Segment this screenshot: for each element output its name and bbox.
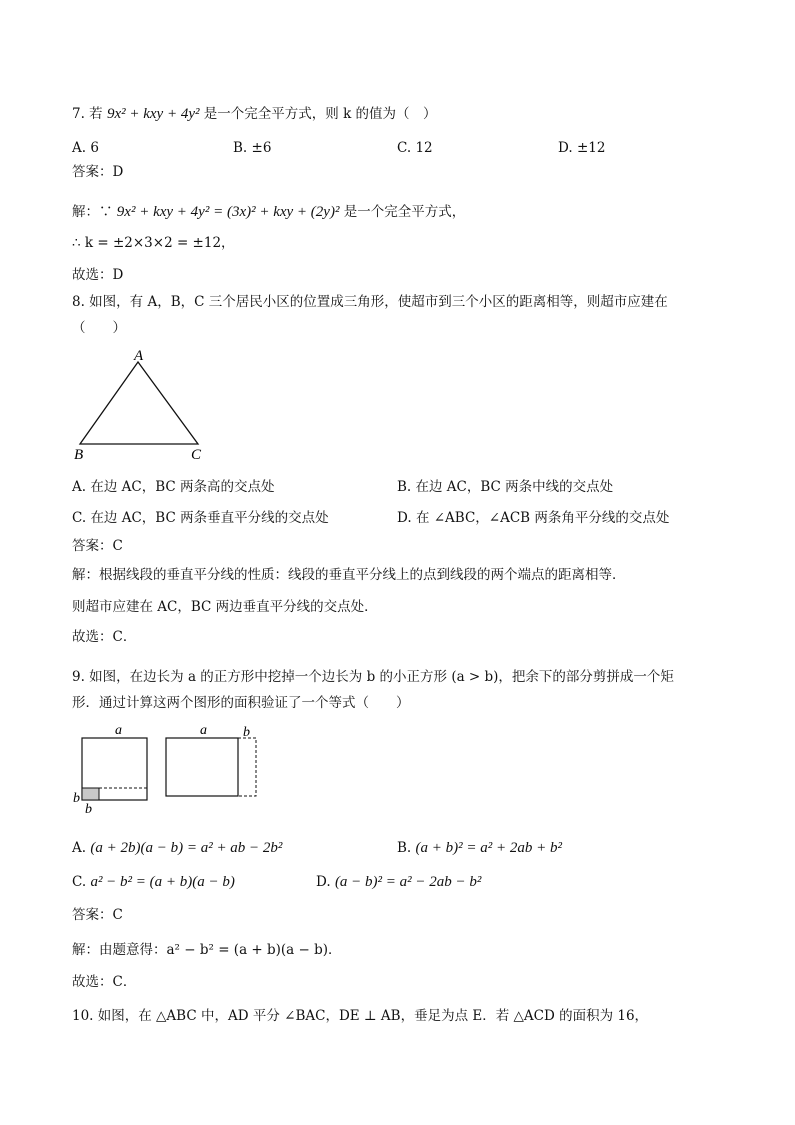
q9-answer: 答案：C [72,907,123,923]
q7-stem-suffix: 是一个完全平方式，则 k 的值为（ ） [199,106,437,122]
vertex-label-c: C [191,447,202,463]
q9-option-a: A. (a + 2b)(a − b) = a² + ab − 2b² [72,840,283,856]
q7-answer: 答案：D [72,164,124,180]
q7-solution-line1: 解：∵ 9x² + kxy + 4y² = (3x)² + kxy + (2y)² 是一个完全平方式， [72,204,466,220]
q10-stem-line1: 10. 如图，在 △ABC 中，AD 平分 ∠BAC，DE ⊥ AB，垂足为点 E．若 △ACD 的面积为 16， [72,1008,649,1024]
q9-stem-line2: 形．通过计算这两个图形的面积验证了一个等式（ ） [72,695,410,711]
label-b-bottom: b [85,802,92,816]
dashed-strip [238,738,256,796]
q8-stem-line1: 8. 如图，有 A，B，C 三个居民小区的位置成三角形，使超市到三个小区的距离相等，则超市应建在 [72,294,668,310]
q8-option-c: C. 在边 AC，BC 两条垂直平分线的交点处 [72,510,329,526]
rectangle [166,738,238,796]
q7-stem [72,104,437,124]
q7-expression: 9x² + kxy + 4y² [106,106,200,122]
q7-conclusion: 故选：D [72,267,124,283]
label-b-right: b [243,725,250,740]
q9-option-c: C. a² − b² = (a + b)(a − b) [72,874,235,890]
vertex-label-b: B [74,447,84,463]
triangle-abc [80,362,198,444]
q8-solution-line1: 解：根据线段的垂直平分线的性质：线段的垂直平分线上的点到线段的两个端点的距离相等． [72,567,626,583]
q9-conclusion: 故选：C． [72,974,137,990]
q8-conclusion: 故选：C． [72,629,137,645]
q8-solution-line2: 则超市应建在 AC，BC 两边垂直平分线的交点处． [72,599,378,615]
q8-option-a: A. 在边 AC，BC 两条高的交点处 [72,479,275,495]
q8-option-d: D. 在 ∠ABC，∠ACB 两条角平分线的交点处 [397,510,670,526]
q7-stem-prefix: 7. 若 [72,106,107,122]
label-b-side: b [73,791,80,806]
q8-stem-line2: （ ） [72,320,126,336]
q7-option-d: D. ±12 [558,140,606,156]
q7-option-b: B. ±6 [233,140,272,156]
q9-option-b: B. (a + b)² = a² + 2ab + b² [397,840,562,856]
q8-answer: 答案：C [72,538,123,554]
vertex-label-a: A [134,348,144,364]
q9-option-d: D. (a − b)² = a² − 2ab − b² [316,874,482,890]
q9-solution: 解：由题意得：a² − b² = (a + b)(a − b)． [72,942,342,958]
q7-option-c: C. 12 [397,140,433,156]
q8-triangle-figure [70,344,210,464]
small-square [82,788,99,800]
q9-square-figures [70,720,270,816]
label-a-left: a [115,723,122,738]
q8-option-b: B. 在边 AC，BC 两条中线的交点处 [397,479,614,495]
q7-solution-line2: ∴ k = ±2×3×2 = ±12， [72,235,235,251]
q7-option-a: A. 6 [72,140,99,156]
label-a-right: a [200,723,207,738]
q9-stem-line1: 9. 如图，在边长为 a 的正方形中挖掉一个边长为 b 的小正方形 (a > b)，把余下的部分剪拼成一个矩 [72,669,674,685]
